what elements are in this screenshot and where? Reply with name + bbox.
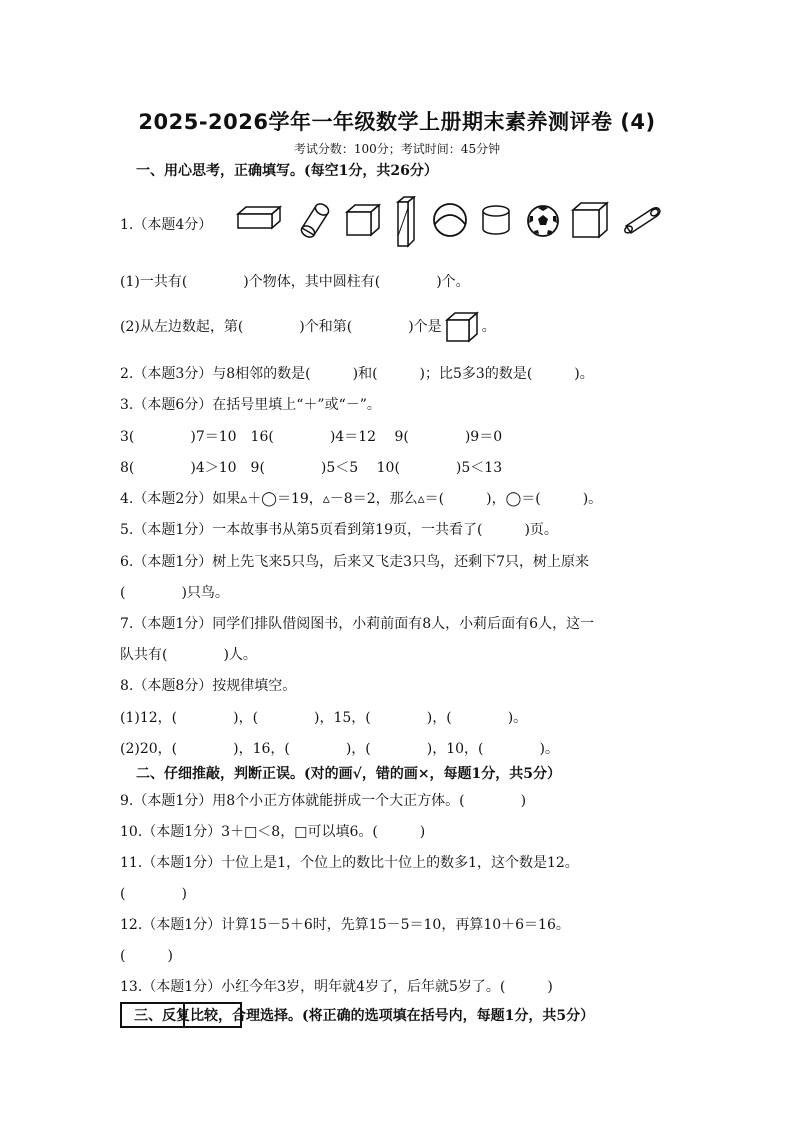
q9: 9.（本题1分）用8个小正方体就能拼成一个大正方体。( )	[120, 793, 527, 809]
cuboid-icon	[236, 204, 282, 230]
q1-sub2	[120, 310, 496, 344]
q1-sub2-end: 。	[481, 319, 496, 335]
q8-row1: (1)12，( )，( )，15，( )，( )。	[120, 710, 528, 726]
q12-line2: ( )	[120, 948, 173, 964]
cylinder-icon	[480, 204, 512, 236]
tall-cuboid-icon	[394, 196, 418, 248]
soccer-ball-icon	[526, 204, 560, 238]
q3-label: 3.（本题6分）在括号里填上“＋”或“－”。	[120, 397, 381, 413]
q3-row2: 8( )4＞10 9( )5＜5 10( )5＜13	[120, 460, 503, 476]
q10: 10.（本题1分）3＋□＜8，□可以填6。( )	[120, 824, 426, 840]
exam-subtitle: 考试分数：100分；考试时间：45分钟	[293, 142, 501, 156]
q1-label: 1.（本题4分）	[120, 217, 213, 233]
exam-title: 2025-2026学年一年级数学上册期末素养测评卷 (4)	[138, 110, 656, 134]
ball-icon	[432, 202, 468, 238]
q4: 4.（本题2分）如果▵＋◯＝19，▵－8＝2，那么▵＝( )，◯＝( )。	[120, 491, 603, 507]
q1-sub2-text: (2)从左边数起，第( )个和第( )个是	[120, 319, 442, 335]
cube-icon	[444, 310, 480, 344]
q13: 13.（本题1分）小红今年3岁，明年就4岁了，后年就5岁了。( )	[120, 979, 553, 995]
q6-line2: ( )只鸟。	[120, 585, 229, 601]
cylinder-tilted-icon	[296, 200, 332, 240]
section2-heading: 二、仔细推敲，判断正误。(对的画√，错的画×，每题1分，共5分）	[136, 766, 562, 782]
cube-large-icon	[570, 200, 610, 240]
q6-line1: 6.（本题1分）树上先飞来5只鸟，后来又飞走3只鸟，还剩下7只，树上原来	[120, 554, 589, 570]
cylinder-rod-icon	[622, 204, 662, 236]
q2: 2.（本题3分）与8相邻的数是( )和( )；比5多3的数是( )。	[120, 366, 594, 382]
q11-line2: ( )	[120, 886, 187, 902]
section3-heading: 三、反复比较，合理选择。(将正确的选项填在括号内，每题1分，共5分）	[120, 1008, 595, 1024]
q3-row1: 3( )7＝10 16( )4＝12 9( )9＝0	[120, 429, 503, 445]
q5: 5.（本题1分）一本故事书从第5页看到第19页，一共看了( )页。	[120, 522, 558, 538]
section1-heading: 一、用心思考，正确填写。(每空1分，共26分）	[136, 163, 438, 179]
q8-label: 8.（本题8分）按规律填空。	[120, 678, 297, 694]
q11-line1: 11.（本题1分）十位上是1，个位上的数比十位上的数多1，这个数是12。	[120, 855, 579, 871]
q7-line1: 7.（本题1分）同学们排队借阅图书，小莉前面有8人，小莉后面有6人，这一	[120, 616, 595, 632]
q12-line1: 12.（本题1分）计算15－5＋6时，先算15－5＝10，再算10＋6＝16。	[120, 917, 570, 933]
q7-line2: 队共有( )人。	[120, 647, 257, 663]
q1-sub1: (1)一共有( )个物体，其中圆柱有( )个。	[120, 274, 470, 290]
cube-icon	[344, 202, 382, 238]
q8-row2: (2)20，( )，16，( )，( )，10，( )。	[120, 741, 559, 757]
